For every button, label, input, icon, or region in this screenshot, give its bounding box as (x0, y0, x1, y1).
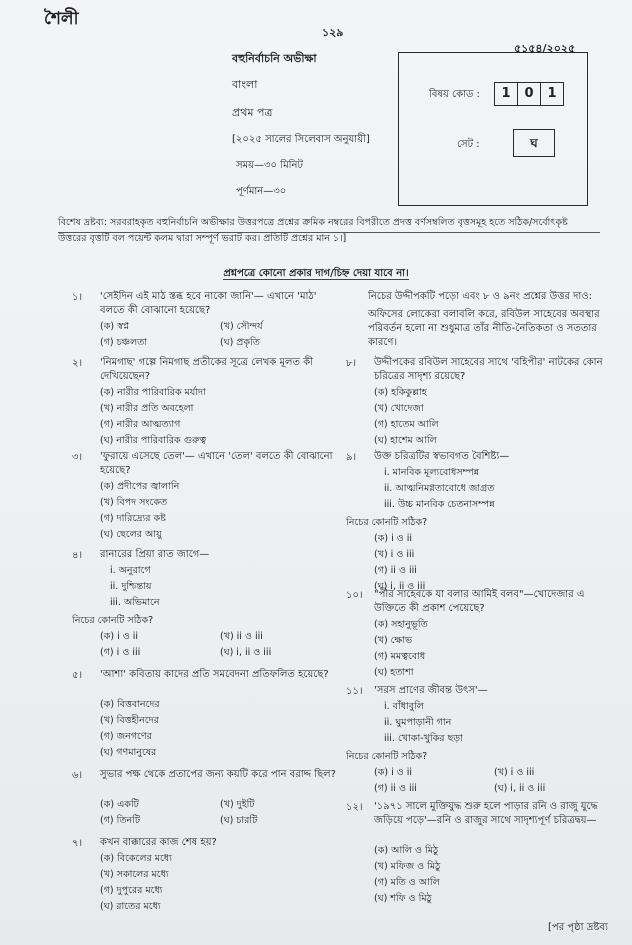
question-text: 'সরস প্রাণের জীবন্ত উৎস'— (374, 685, 488, 696)
question-number: ৭। (72, 838, 83, 849)
stimulus-text: অফিসের লোকেরা বলাবলি করে, রবিউল সাহেবের অবস্থার পরিবর্তন হলো না শুধুমাত্র তাঁর নীতি-নৈতিকতা ও সততার কারণে। (368, 309, 600, 348)
set-value: ঘ (513, 129, 555, 157)
time-limit: সময়—৩০ মিনিট (236, 160, 303, 171)
question-number: ৪। (72, 550, 83, 561)
question-number: ৮। (346, 358, 357, 369)
answer-option: (ক) নারীর পারিবারিক মর্যাদা (100, 387, 206, 398)
answer-option: (ঘ) হতাশা (374, 667, 414, 678)
answer-option: (গ) চঞ্চলতা (100, 337, 148, 348)
question-text: সুভার পক্ষ থেকে প্রতাপের জন্য কয়টি করে পান বরাদ্দ ছিল? (100, 769, 336, 780)
stimulus-intro: নিচের উদ্দীপকটি পড়ো এবং ৮ ও ৯নং প্রশ্নের উত্তর দাও: (368, 291, 593, 302)
answer-option: (ঘ) i, ii ও iii (494, 783, 546, 794)
answer-option: (ক) i ও ii (374, 767, 413, 778)
question-number: ১০। (346, 590, 363, 601)
answer-option: (ক) একটি (100, 799, 139, 810)
syllabus-note: [২০২৫ সালের সিলেবাস অনুযায়ী] (232, 134, 370, 145)
answer-option: (খ) বিত্তহীনদের (100, 715, 159, 726)
special-instruction: বিশেষ দ্রষ্টব্য: সরবরাহকৃত বহুনির্বাচনি অভীক্ষার উত্তরপত্রে প্রশ্নের ক্রমিক নম্বরের বিপরীতে প্রদত্ত বর্ণসম্বলিত বৃত্তসমূহ হতে সঠিক/সর্বোৎকৃষ্ট উত্তরের বৃত্তটি বল পয়েন্ট কলম দ্বারা সম্পূর্ণ ভরাট কর। প্রতিটি প্রশ্নের মান ১।] (58, 217, 568, 244)
set-label: সেট : (457, 139, 480, 150)
question-text: '১৯৭১ সালে মুক্তিযুদ্ধ শুরু হলে পাড়ার রনি ও রাজু যুদ্ধে জড়িয়ে পড়ে'—রনি ও রাজুর সাথে সাদৃশ্যপূর্ণ চরিত্রদ্বয়— (374, 801, 598, 826)
statement: iii. অভিমানে (110, 597, 160, 608)
answer-option: (ক) বিত্তবানদের (100, 699, 160, 710)
question-text: 'সেইদিন এই মাঠ স্তব্ধ হবে নাকো জানি'— এখানে 'মাঠ' বলতে কী বোঝানো হয়েছে? (100, 291, 317, 316)
question-number: ৫। (72, 670, 83, 681)
which-correct: নিচের কোনটি সঠিক? (346, 517, 428, 528)
statement: iii. খোকা-খুকির ছড়া (384, 733, 463, 744)
answer-option: (খ) বিপদ সংকেত (100, 497, 168, 508)
answer-option: (গ) মমত্ববোধ (374, 651, 426, 662)
subject-code-label: বিষয় কোড : (429, 89, 480, 100)
subject-name: বাংলা (232, 78, 258, 91)
exam-title: বহুনির্বাচনি অভীক্ষা (232, 52, 317, 65)
no-marking-notice: প্রশ্নপত্রে কোনো প্রকার দাগ/চিহ্ন দেয়া যাবে না। (223, 268, 409, 279)
answer-option: (খ) i ও iii (494, 767, 535, 778)
statement: ii. দুশ্চিন্তায় (110, 581, 152, 592)
subject-code-digits (494, 82, 564, 106)
statement: ii. ঘুমপাড়ানী গান (384, 717, 452, 728)
answer-option: (খ) নারীর প্রতি অবহেলা (100, 403, 194, 414)
statement: iii. উচ্চ মানবিক চেতনাসম্পন্ন (384, 499, 495, 510)
question-number: ৬। (72, 770, 83, 781)
instruction-divider (58, 232, 600, 233)
answer-option: (ক) হকিকুল্লাহ (374, 387, 427, 398)
question-text: কখন বাক্কারের কাজ শেষ হয়? (100, 837, 217, 848)
question-text: 'আশা' কবিতায় কাদের প্রতি সমবেদনা প্রতিফলিত হয়েছে? (100, 669, 329, 680)
subject-code-digit: 1 (495, 83, 518, 105)
answer-option: (গ) ii ও iii (374, 783, 417, 794)
question-text: উদ্দীপকের রবিউল সাহেবের সাথে 'বহিপীর' নাটকের কোন চরিত্রের সাদৃশ্য রয়েছে? (374, 357, 603, 382)
answer-option: (গ) i ও iii (100, 647, 141, 658)
answer-option: (ঘ) i, ii ও iii (220, 647, 272, 658)
question-number: ২। (72, 358, 83, 369)
answer-option: (গ) দারিদ্র্যের কষ্ট (100, 513, 166, 524)
which-correct: নিচের কোনটি সঠিক? (72, 615, 154, 626)
question-number: ৯। (346, 452, 357, 463)
answer-option: (ক) প্রদীপের জ্বালানি (100, 481, 180, 492)
answer-option: (খ) ii ও iii (220, 631, 263, 642)
answer-option: (ঘ) প্রকৃতি (220, 337, 260, 348)
answer-option: (খ) সকালের মধ্যে (100, 869, 169, 880)
question-text: "পীর সাহেবকে যা বলার আমিই বলব"—খোদেজার এ উক্তিতে কী প্রকাশ পেয়েছে? (374, 589, 585, 614)
top-left-mark: শৈলী (44, 9, 79, 29)
subject-code-digit: 1 (547, 86, 557, 101)
statement: i. মানবিক মূল্যবোধসম্পন্ন (384, 467, 480, 478)
answer-option: (ঘ) রাতের মধ্যে (100, 901, 161, 912)
subject-code-box (398, 52, 588, 206)
answer-option: (গ) মতি ও আলি (374, 877, 440, 888)
question-number: ১১। (346, 686, 363, 697)
question-text: উক্ত চরিত্রটির স্বভাবগত বৈশিষ্ট্য— (374, 451, 510, 462)
answer-option: (গ) জনগণের (100, 731, 152, 742)
answer-option: (গ) দুপুরের মধ্যে (100, 885, 163, 896)
question-number: ১। (72, 292, 83, 303)
answer-option: (গ) তিনটি (100, 815, 141, 826)
answer-option: (ঘ) i, ii ও iii (374, 581, 426, 592)
answer-option: (খ) দুইটি (220, 799, 255, 810)
answer-option: (গ) নারীর আত্মত্যাগ (100, 419, 181, 430)
answer-option: (ঘ) শফি ও মিঠু (374, 893, 432, 904)
answer-option: (ঘ) নারীর পারিবারিক গুরুত্ব (100, 435, 207, 446)
paper-name: প্রথম পত্র (232, 106, 273, 119)
answer-option: (খ) ক্ষোভ (374, 635, 413, 646)
answer-option: (খ) i ও iii (374, 549, 415, 560)
answer-option: (ক) i ও ii (100, 631, 139, 642)
question-text: 'নিমগাছ' গল্পে নিমগাছ প্রতীকের সূত্রে লেখক মূলত কী দেখিয়েছেন? (100, 357, 314, 382)
answer-option: (ঘ) ছেলের আয়ু (100, 529, 162, 540)
answer-option: (গ) হাতেম আলি (374, 419, 439, 430)
full-marks: পূর্ণমান—৩০ (236, 186, 287, 197)
which-correct: নিচের কোনটি সঠিক? (346, 751, 428, 762)
statement: ii. আত্মনিমগ্নতাবোধে জাগ্রত (384, 483, 495, 494)
question-number: ৩। (72, 452, 83, 463)
page-number: ১২৯ (322, 26, 344, 39)
question-number: ১২। (346, 802, 363, 813)
statement: i. অনুরাগে (110, 565, 151, 576)
answer-option: (ঘ) হাশেম আলি (374, 435, 437, 446)
answer-option: (ক) সহানুভূতি (374, 619, 428, 630)
answer-option: (ঘ) চারটি (220, 815, 258, 826)
question-text: রানারের প্রিয়া রাত জাগে— (100, 549, 210, 560)
answer-option: (ক) স্বপ্ন (100, 321, 130, 332)
exam-code: ৫১৫৪/২০২৫ (514, 42, 576, 55)
answer-option: (ক) বিকেলের মধ্যে (100, 853, 172, 864)
answer-option: (ক) আলি ও মিঠু (374, 845, 439, 856)
answer-option: (ক) i ও ii (374, 533, 413, 544)
question-text: 'ফুরায়ে এসেছে তেল'— এখানে 'তেল' বলতে কী বোঝানো হয়েছে? (100, 451, 333, 476)
answer-option: (খ) সৌন্দর্য (220, 321, 263, 332)
subject-code-digit: 0 (518, 83, 541, 105)
statement: i. বাঁধাবুলি (384, 701, 424, 712)
next-page-note: [পর পৃষ্ঠা দ্রষ্টব্য (548, 922, 608, 933)
answer-option: (গ) ii ও iii (374, 565, 417, 576)
answer-option: (খ) মফিজ ও মিঠু (374, 861, 441, 872)
answer-option: (ঘ) গণমানুষের (100, 747, 157, 758)
answer-option: (খ) খোদেজা (374, 403, 424, 414)
